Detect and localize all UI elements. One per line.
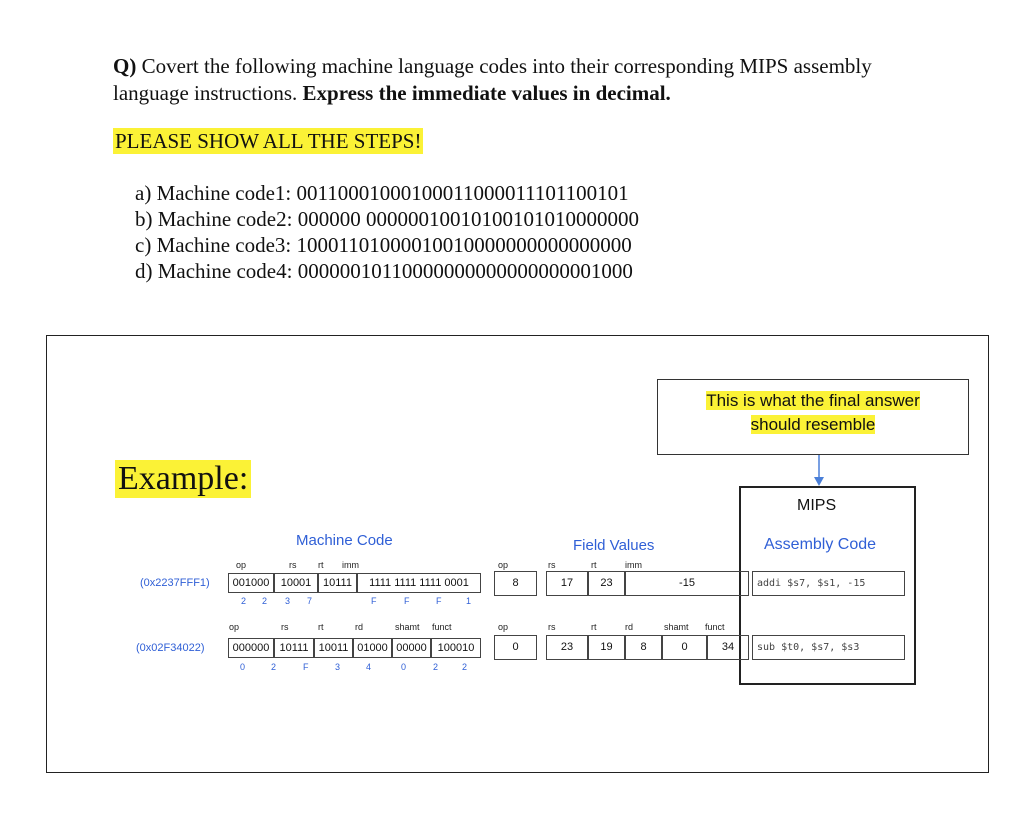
question-emphasis: Express the immediate values in decimal. <box>302 81 671 105</box>
row2-bits-funct: 100010 <box>431 638 481 658</box>
machine-code-a: a) Machine code1: 00110001000100011000011101100101 <box>135 181 629 205</box>
row2-value-rt: 19 <box>588 635 625 660</box>
row2-hex-digit: 2 <box>271 662 277 672</box>
row2-value-label-funct: funct <box>705 622 725 632</box>
row1-value-label-imm: imm <box>625 560 642 570</box>
row1-hex-digit: 7 <box>307 596 313 606</box>
row1-value-rt: 23 <box>588 571 625 596</box>
row2-bits-rs: 10111 <box>274 638 314 658</box>
row1-hex-digit: F <box>404 596 410 606</box>
row2-value-label-rs: rs <box>548 622 556 632</box>
row2-label-rt: rt <box>318 622 324 632</box>
question-prefix: Q) <box>113 54 137 78</box>
down-arrow-icon <box>812 455 826 487</box>
row1-hex: (0x2237FFF1) <box>140 577 210 589</box>
row1-value-imm: -15 <box>625 571 749 596</box>
row1-bits-rs: 10001 <box>274 573 318 593</box>
row2-label-op: op <box>229 622 240 632</box>
row2-hex-digit: 0 <box>240 662 246 672</box>
row1-hex-digit: 3 <box>285 596 291 606</box>
row1-value-label-rt: rt <box>591 560 597 570</box>
row2-value-label-rt: rt <box>591 622 597 632</box>
row2-label-rd: rd <box>355 622 364 632</box>
steps-note: PLEASE SHOW ALL THE STEPS! <box>115 129 422 153</box>
machine-code-list <box>135 180 639 284</box>
row1-hex-digit: F <box>371 596 377 606</box>
row2-value-label-shamt: shamt <box>664 622 689 632</box>
field-values-heading: Field Values <box>573 537 655 554</box>
row1-label-op: op <box>236 560 247 570</box>
row2-hex-digit: 2 <box>433 662 439 672</box>
row2-hex-digit: 3 <box>335 662 341 672</box>
row2-bits-rd: 01000 <box>353 638 392 658</box>
note-line-1: This is what the final answer <box>706 391 920 410</box>
note-line-2: should resemble <box>750 415 876 434</box>
row1-value-label-op: op <box>498 560 509 570</box>
row2-bits-rt: 10011 <box>314 638 353 658</box>
row1-value-label-rs: rs <box>548 560 556 570</box>
row2-hex-digit: 4 <box>366 662 372 672</box>
question-text <box>113 53 913 107</box>
row2-label-shamt: shamt <box>395 622 420 632</box>
row1-hex-digit: 2 <box>262 596 268 606</box>
example-label: Example: <box>115 460 251 498</box>
row2-value-rs: 23 <box>546 635 588 660</box>
row1-label-imm: imm <box>342 560 359 570</box>
row2-value-label-rd: rd <box>625 622 634 632</box>
row2-value-shamt: 0 <box>662 635 707 660</box>
row2-value-funct: 34 <box>707 635 749 660</box>
row2-hex-digit: 0 <box>401 662 407 672</box>
row2-value-label-op: op <box>498 622 509 632</box>
row2-label-rs: rs <box>281 622 289 632</box>
row2-value-op: 0 <box>494 635 537 660</box>
machine-code-d: d) Machine code4: 00000010110000000000000000001000 <box>135 259 633 283</box>
row1-label-rs: rs <box>289 560 297 570</box>
assembly-code-heading: Assembly Code <box>764 536 877 553</box>
machine-code-heading: Machine Code <box>296 532 393 549</box>
machine-code-b: b) Machine code2: 000000 00000010010100101010000000 <box>135 207 639 231</box>
row2-bits-shamt: 00000 <box>392 638 431 658</box>
row2-hex-digit: F <box>303 662 309 672</box>
row1-value-rs: 17 <box>546 571 588 596</box>
row1-hex-digit: F <box>436 596 442 606</box>
row1-bits-rt: 10111 <box>318 573 357 593</box>
note-box <box>657 379 969 455</box>
row1-value-op: 8 <box>494 571 537 596</box>
row1-bits-imm: 1111 1111 1111 0001 <box>357 573 481 593</box>
row2-hex-digit: 2 <box>462 662 468 672</box>
row1-assembly: addi $s7, $s1, -15 <box>752 571 905 596</box>
row1-label-rt: rt <box>318 560 324 570</box>
row1-hex-digit: 2 <box>241 596 247 606</box>
machine-code-c: c) Machine code3: 10001101000010010000000000000000 <box>135 233 632 257</box>
question-body: Covert the following machine language codes into their corresponding MIPS assembly language instructions. <box>113 54 872 105</box>
row1-bits-op: 001000 <box>228 573 274 593</box>
row2-assembly: sub $t0, $s7, $s3 <box>752 635 905 660</box>
row1-hex-digit: 1 <box>466 596 472 606</box>
row2-hex: (0x02F34022) <box>136 642 205 654</box>
mips-heading: MIPS <box>797 497 837 514</box>
row2-value-rd: 8 <box>625 635 662 660</box>
row2-label-funct: funct <box>432 622 452 632</box>
row2-bits-op: 000000 <box>228 638 274 658</box>
